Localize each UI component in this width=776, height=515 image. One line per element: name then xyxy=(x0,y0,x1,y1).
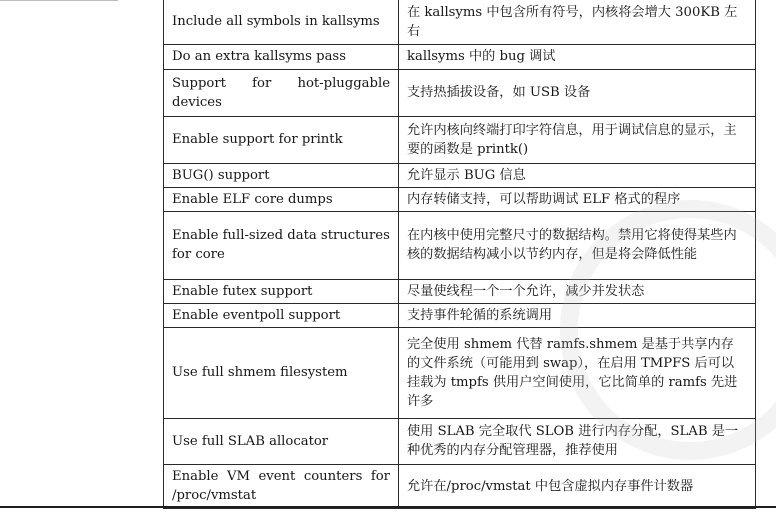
description-cell: 在内核中使用完整尺寸的数据结构。禁用它将使得某些内核的数据结构减小以节约内存，但是将会降低性能 xyxy=(399,211,756,279)
option-cell: Do an extra kallsyms pass xyxy=(164,44,399,69)
option-cell: Use full SLAB allocator xyxy=(164,418,399,464)
option-cell: Enable eventpoll support xyxy=(164,303,399,327)
bottom-rule xyxy=(0,506,776,508)
table-row xyxy=(164,327,756,418)
description-cell: 尽量使线程一个一个允许，减少并发状态 xyxy=(399,279,756,303)
option-cell: Include all symbols in kallsyms xyxy=(164,0,399,44)
option-cell: Support for hot-pluggable devices xyxy=(164,69,399,116)
option-cell: BUG() support xyxy=(164,163,399,187)
option-cell: Enable futex support xyxy=(164,279,399,303)
table-row xyxy=(164,211,756,279)
option-cell: Enable support for printk xyxy=(164,116,399,163)
option-cell: Enable VM event counters for /proc/vmstat xyxy=(164,464,399,508)
description-cell: 支持热插拔设备，如 USB 设备 xyxy=(399,69,756,116)
description-cell: kallsyms 中的 bug 调试 xyxy=(399,44,756,69)
table-row xyxy=(164,44,756,69)
description-cell: 完全使用 shmem 代替 ramfs.shmem 是基于共享内存的文件系统（可能用到 swap），在启用 TMPFS 后可以挂载为 tmpfs 供用户空间使用，它比简单的 ramfs 先进许多 xyxy=(399,327,756,418)
description-cell: 支持事件轮循的系统调用 xyxy=(399,303,756,327)
table-row xyxy=(164,0,756,44)
description-cell: 使用 SLAB 完全取代 SLOB 进行内存分配，SLAB 是一种优秀的内存分配管理器，推荐使用 xyxy=(399,418,756,464)
option-cell: Use full shmem filesystem xyxy=(164,327,399,418)
description-cell: 内存转储支持，可以帮助调试 ELF 格式的程序 xyxy=(399,187,756,211)
option-cell: Enable ELF core dumps xyxy=(164,187,399,211)
table-row xyxy=(164,69,756,116)
table-row xyxy=(164,187,756,211)
left-rule xyxy=(0,0,118,1)
table-row xyxy=(164,279,756,303)
table-row xyxy=(164,418,756,464)
table-row xyxy=(164,303,756,327)
table-row xyxy=(164,116,756,163)
table-row xyxy=(164,163,756,187)
description-cell: 允许显示 BUG 信息 xyxy=(399,163,756,187)
description-cell: 在 kallsyms 中包含所有符号，内核将会增大 300KB 左右 xyxy=(399,0,756,44)
kernel-options-table xyxy=(163,0,756,509)
table-row xyxy=(164,464,756,508)
option-cell: Enable full-sized data structures for core xyxy=(164,211,399,279)
description-cell: 允许内核向终端打印字符信息，用于调试信息的显示，主要的函数是 printk() xyxy=(399,116,756,163)
description-cell: 允许在/proc/vmstat 中包含虚拟内存事件计数器 xyxy=(399,464,756,508)
